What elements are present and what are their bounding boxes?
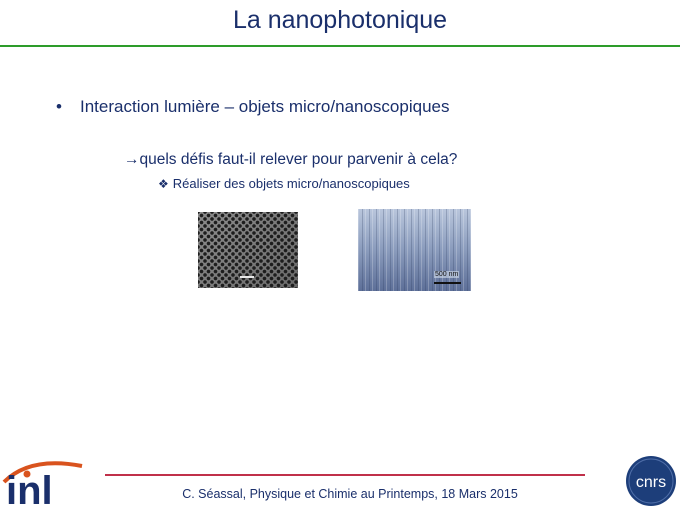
bullet-item <box>56 97 449 117</box>
logo-text: inl <box>6 469 53 510</box>
footer-divider <box>105 474 585 476</box>
sub-sub-point-text: Réaliser des objets micro/nanoscopiques <box>172 176 410 191</box>
cnrs-logo <box>625 455 677 507</box>
bullet-marker: • <box>56 97 62 116</box>
scale-label: 500 nm <box>435 271 459 278</box>
sub-sub-point <box>158 176 410 191</box>
sub-point <box>124 151 457 169</box>
slide-title: La nanophotonique <box>232 6 448 34</box>
bullet-text: Interaction lumière – objets micro/nanoscopiques <box>80 97 450 116</box>
title-divider <box>0 45 680 47</box>
footer-text: C. Séassal, Physique et Chimie au Printemps, 18 Mars 2015 <box>182 487 518 501</box>
scale-bar <box>240 276 254 278</box>
diamond-bullet-icon: ❖ <box>158 177 169 191</box>
inl-logo <box>0 452 95 510</box>
arrow-icon: → <box>124 151 140 168</box>
sub-point-text: quels défis faut-il relever pour parvenir à cela? <box>139 151 458 168</box>
scale-bar <box>434 282 461 284</box>
photonic-crystal-sem-image <box>198 212 298 288</box>
nanowire-sem-image <box>358 209 471 291</box>
logo-text: cnrs <box>635 474 667 491</box>
